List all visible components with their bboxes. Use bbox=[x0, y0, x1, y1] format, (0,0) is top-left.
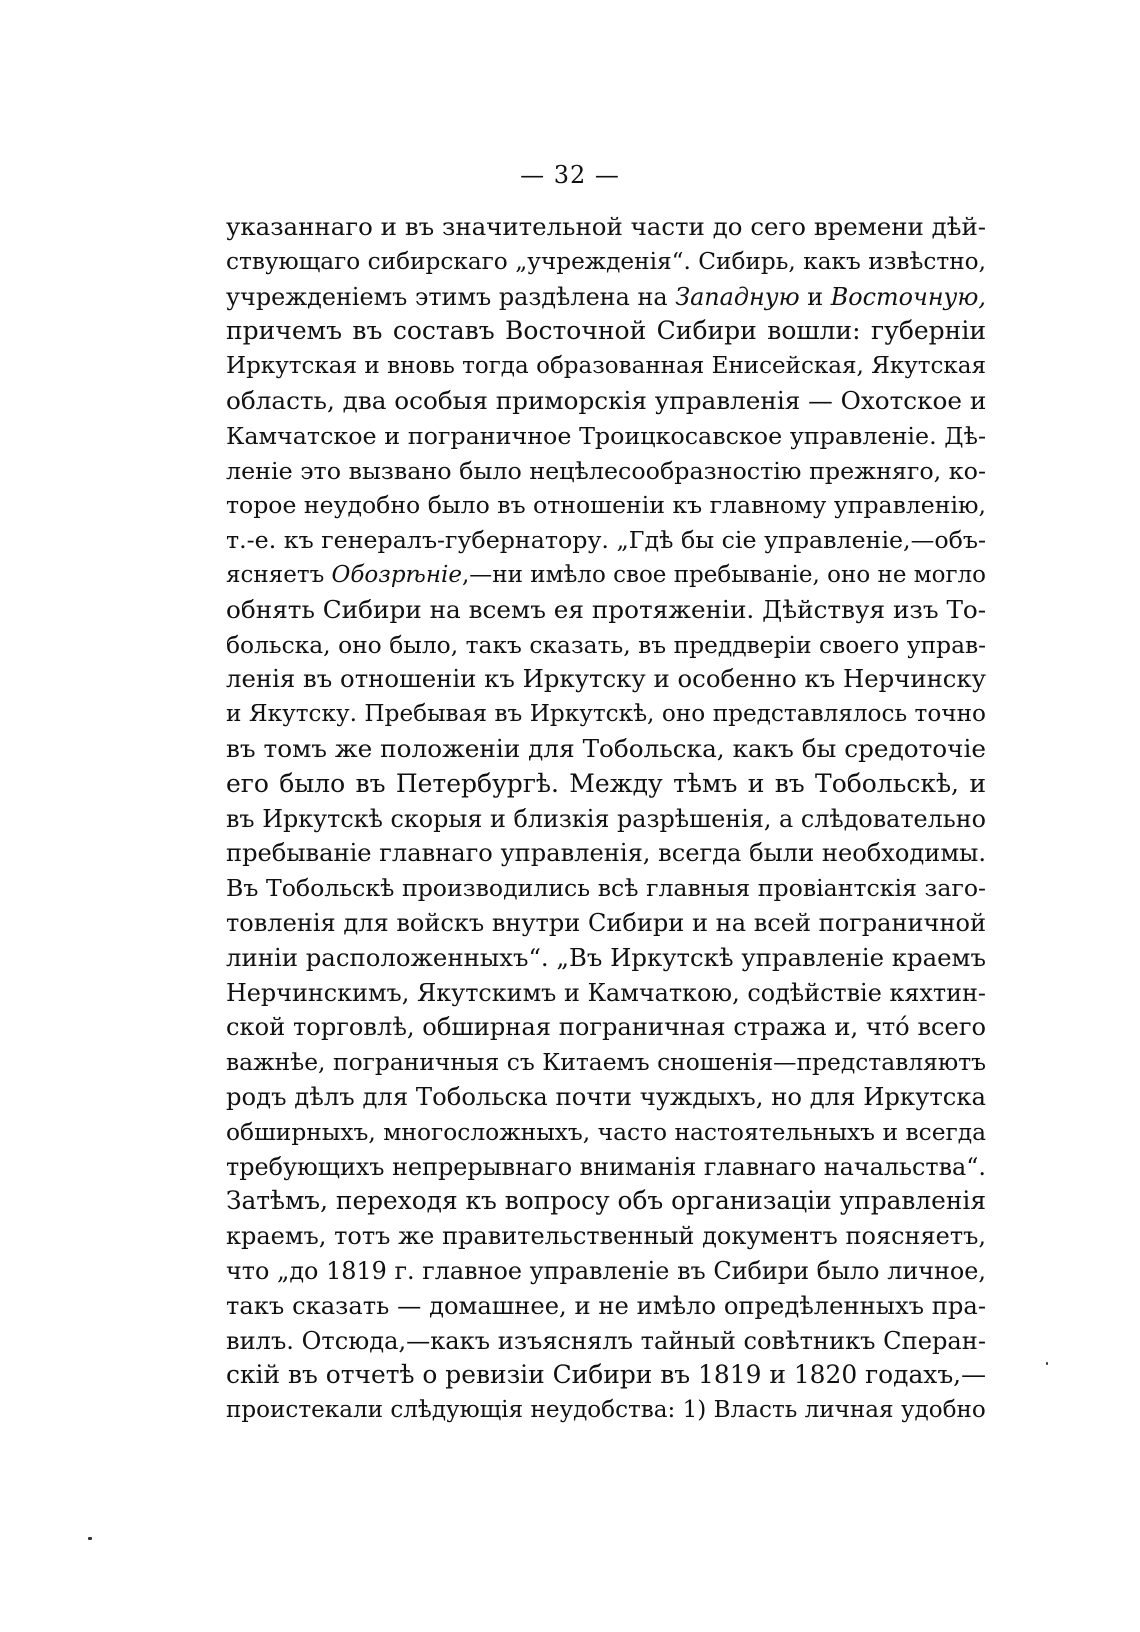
text-run: въ Иркутскѣ скорыя и близкія разрѣшенія, а слѣдовательно bbox=[226, 804, 986, 833]
text-run: скій въ отчетѣ о ревизіи Сибири въ 1819 и 1820 годахъ,— bbox=[226, 1360, 986, 1390]
text-run: родъ дѣлъ для Тобольска почти чуждыхъ, но для Иркутска bbox=[226, 1081, 986, 1111]
text-line bbox=[226, 1254, 986, 1289]
text-run: товленія для войскъ внутри Сибири и на всей пограничной bbox=[226, 908, 986, 937]
text-line bbox=[226, 976, 986, 1011]
text-run: Иркутская и вновь тогда образованная Енисейская, Якутская bbox=[226, 353, 986, 380]
text-line bbox=[226, 941, 986, 976]
text-run: т.-е. къ генералъ-губернатору. „Гдѣ бы сіе управленіе,—объ- bbox=[226, 526, 986, 555]
italic-text: Обозрѣніе bbox=[331, 561, 462, 588]
text-run: и Якутску. Пребывая въ Иркутскѣ, оно представлялось точно bbox=[226, 700, 986, 728]
text-line bbox=[226, 1115, 986, 1150]
text-run: проистекали слѣдующія неудобства: 1) Власть личная удобно bbox=[226, 1397, 986, 1424]
text-run: ской торговлѣ, обширная пограничная стража и, что́ всего bbox=[226, 1013, 986, 1042]
text-block bbox=[226, 210, 986, 1428]
text-run: торое неудобно было въ отношеніи къ главному управленію, bbox=[226, 491, 986, 520]
text-line bbox=[226, 384, 986, 419]
text-run: ствующаго сибирскаго „учрежденія“. Сибирь, какъ извѣстно, bbox=[226, 247, 986, 275]
text-line bbox=[226, 314, 986, 349]
text-line bbox=[226, 802, 986, 837]
text-run: учрежденіемъ этимъ раздѣлена на bbox=[226, 282, 676, 311]
text-run: краемъ, тотъ же правительственный документъ поясняетъ, bbox=[226, 1222, 986, 1251]
text-line bbox=[226, 1184, 986, 1219]
text-run: Нерчинскимъ, Якутскимъ и Камчаткою, содѣйствіе кяхтин- bbox=[226, 978, 986, 1007]
text-run: больска, оно было, такъ сказать, въ преддверіи своего управ- bbox=[226, 630, 986, 659]
text-line bbox=[226, 1045, 986, 1080]
italic-text: Восточную, bbox=[830, 282, 986, 311]
text-run: ленія въ отношеніи къ Иркутску и особенно къ Нерчинску bbox=[226, 664, 986, 694]
text-run: обширныхъ, многосложныхъ, часто настоятельныхъ и всегда bbox=[226, 1117, 986, 1146]
text-line bbox=[226, 1219, 986, 1254]
text-run: Въ Тобольскѣ производились всѣ главныя провіантскія заго- bbox=[226, 874, 986, 903]
text-run: требующихъ непрерывнаго вниманія главнаго начальства“. bbox=[226, 1152, 987, 1181]
text-run: обнять Сибири на всемъ ея протяженіи. Дѣйствуя изъ То- bbox=[226, 594, 987, 624]
text-run: Камчатское и пограничное Троицкосавское управленіе. Дѣ- bbox=[226, 421, 986, 450]
scan-speck bbox=[88, 1537, 92, 1540]
page-number: — 32 — bbox=[520, 161, 620, 189]
text-line bbox=[226, 1358, 986, 1393]
text-run: указаннаго и въ значительной части до сего времени дѣй- bbox=[226, 212, 986, 241]
text-line bbox=[226, 1393, 986, 1428]
text-run: его было въ Петербургѣ. Между тѣмъ и въ Тобольскѣ, и bbox=[226, 768, 986, 798]
text-run: причемъ въ составъ Восточной Сибири вошли: губерніи bbox=[226, 316, 986, 346]
text-line bbox=[226, 767, 986, 802]
text-line bbox=[226, 871, 986, 906]
text-line bbox=[226, 662, 986, 697]
text-run: леніе это вызвано было нецѣлесообразностію прежняго, ко- bbox=[226, 456, 986, 485]
text-line bbox=[226, 245, 986, 280]
text-line bbox=[226, 488, 986, 523]
text-line bbox=[226, 1010, 986, 1045]
text-line bbox=[226, 419, 986, 454]
text-line bbox=[226, 210, 986, 245]
text-line bbox=[226, 593, 986, 628]
text-line bbox=[226, 280, 986, 315]
text-run: пребываніе главнаго управленія, всегда были необходимы. bbox=[226, 839, 986, 868]
text-line bbox=[226, 1150, 986, 1185]
text-line bbox=[226, 697, 986, 732]
text-run: Затѣмъ, переходя къ вопросу объ организаціи управленія bbox=[226, 1186, 986, 1216]
text-run: линіи расположенныхъ“. „Въ Иркутскѣ управленіе краемъ bbox=[226, 942, 986, 972]
text-run: ясняетъ bbox=[226, 561, 332, 588]
text-run: въ томъ же положеніи для Тобольска, какъ бы средоточіе bbox=[226, 733, 986, 763]
text-line bbox=[226, 454, 986, 489]
text-line bbox=[226, 628, 986, 663]
text-run: область, два особыя приморскія управленія — Охотское и bbox=[226, 385, 987, 415]
text-line bbox=[226, 1289, 986, 1324]
scan-speck bbox=[1046, 1362, 1048, 1365]
text-line bbox=[226, 906, 986, 941]
text-line bbox=[226, 1080, 986, 1115]
text-line bbox=[226, 836, 986, 871]
text-line bbox=[226, 732, 986, 767]
text-line bbox=[226, 523, 986, 558]
italic-text: Западную bbox=[675, 282, 800, 311]
text-line bbox=[226, 1324, 986, 1359]
text-run: и bbox=[799, 282, 831, 311]
text-line bbox=[226, 558, 986, 593]
text-run: важнѣе, пограничныя съ Китаемъ сношенія—представляютъ bbox=[226, 1048, 986, 1077]
text-run: вилъ. Отсюда,—какъ изъяснялъ тайный совѣтникъ Сперан- bbox=[226, 1326, 986, 1355]
text-line bbox=[226, 349, 986, 384]
text-run: что „до 1819 г. главное управленіе въ Сибири было личное, bbox=[226, 1256, 986, 1285]
text-run: такъ сказать — домашнее, и не имѣло опредѣленныхъ пра- bbox=[226, 1291, 986, 1320]
text-run: ,—ни имѣло свое пребываніе, оно не могло bbox=[461, 561, 987, 588]
